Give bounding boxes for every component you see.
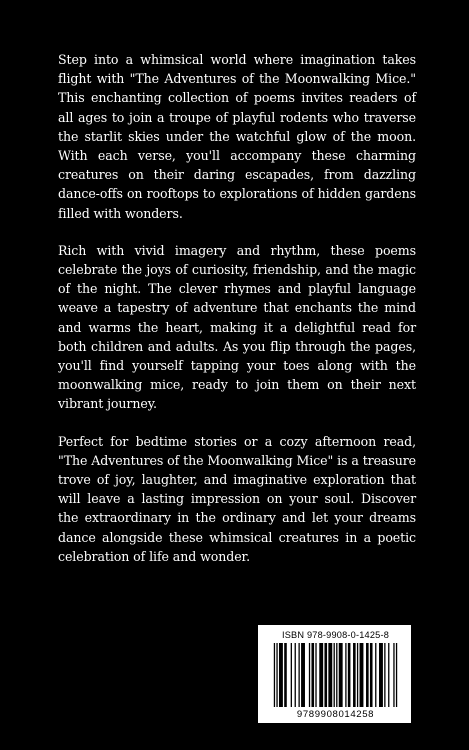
barcode-bar-27 [388, 643, 389, 707]
barcode-bar-14 [334, 643, 335, 707]
barcode-bar-10 [315, 643, 316, 707]
barcode-bar-28 [393, 643, 394, 707]
barcode-bar-15 [336, 643, 337, 707]
isbn-barcode-panel [257, 624, 412, 724]
barcode-bar-3 [284, 643, 287, 707]
barcode-bar-18 [348, 643, 351, 707]
barcode-bar-1 [276, 643, 277, 707]
barcode-bar-7 [301, 643, 305, 707]
barcode-bar-26 [384, 643, 385, 707]
blurb-text [58, 50, 416, 584]
barcode-bar-22 [366, 643, 369, 707]
barcode-bar-23 [370, 643, 373, 707]
barcode-bar-6 [298, 643, 299, 707]
blurb-paragraph-1: Step into a whimsical world where imagination takes flight with "The Adventures of the Moonwalking Mice." This enchanting collection of poems invites readers of all ages to join a troupe of playful rodents who traverse the starlit skies under the watchful glow of the moon. With each verse, you'll accompany these charming creatures on their daring escapades, from dazzling dance-offs on rooftops to explorations of hidden gardens filled with wonders. [58, 52, 416, 221]
barcode-bar-11 [319, 643, 323, 707]
barcode-bar-12 [324, 643, 327, 707]
barcode-bar-0 [274, 643, 275, 707]
barcode-bar-19 [353, 643, 356, 707]
barcode-bar-5 [295, 643, 296, 707]
barcode-bar-2 [279, 643, 283, 707]
isbn-label: ISBN 978-9908-0-1425-8 [281, 630, 390, 640]
barcode-bar-8 [309, 643, 310, 707]
blurb-paragraph-3: Perfect for bedtime stories or a cozy afternoon read, "The Adventures of the Moonwalking Mice" is a treasure trove of joy, laughter, and imaginative exploration that will leave a lasting impression on your soul. Discover the extraordinary in the ordinary and let your dreams dance alongside these whimsical creatures in a poetic celebration of life and wonder. [58, 433, 416, 564]
barcode-digits: 9789908014258 [296, 709, 375, 720]
barcode-bar-9 [311, 643, 314, 707]
barcode-bar-20 [357, 643, 358, 707]
barcode-bar-17 [345, 643, 346, 707]
barcode-bar-4 [291, 643, 292, 707]
barcode-bar-13 [328, 643, 332, 707]
barcode-bar-29 [396, 643, 397, 707]
blurb-paragraph-2: Rich with vivid imagery and rhythm, these poems celebrate the joys of curiosity, friendship, and the magic of the night. The clever rhymes and playful language weave a tapestry of adventure that enchants the mind and warms the heart, making it a delightful read for both children and adults. As you flip through the pages, you'll find yourself tapping your toes along with the moonwalking mice, ready to join them on their next vibrant journey. [58, 242, 416, 412]
barcode-bar-25 [379, 643, 383, 707]
barcode-image [266, 643, 405, 707]
barcode-bar-21 [360, 643, 364, 707]
barcode-bar-24 [375, 643, 376, 707]
barcode-bar-16 [339, 643, 343, 707]
